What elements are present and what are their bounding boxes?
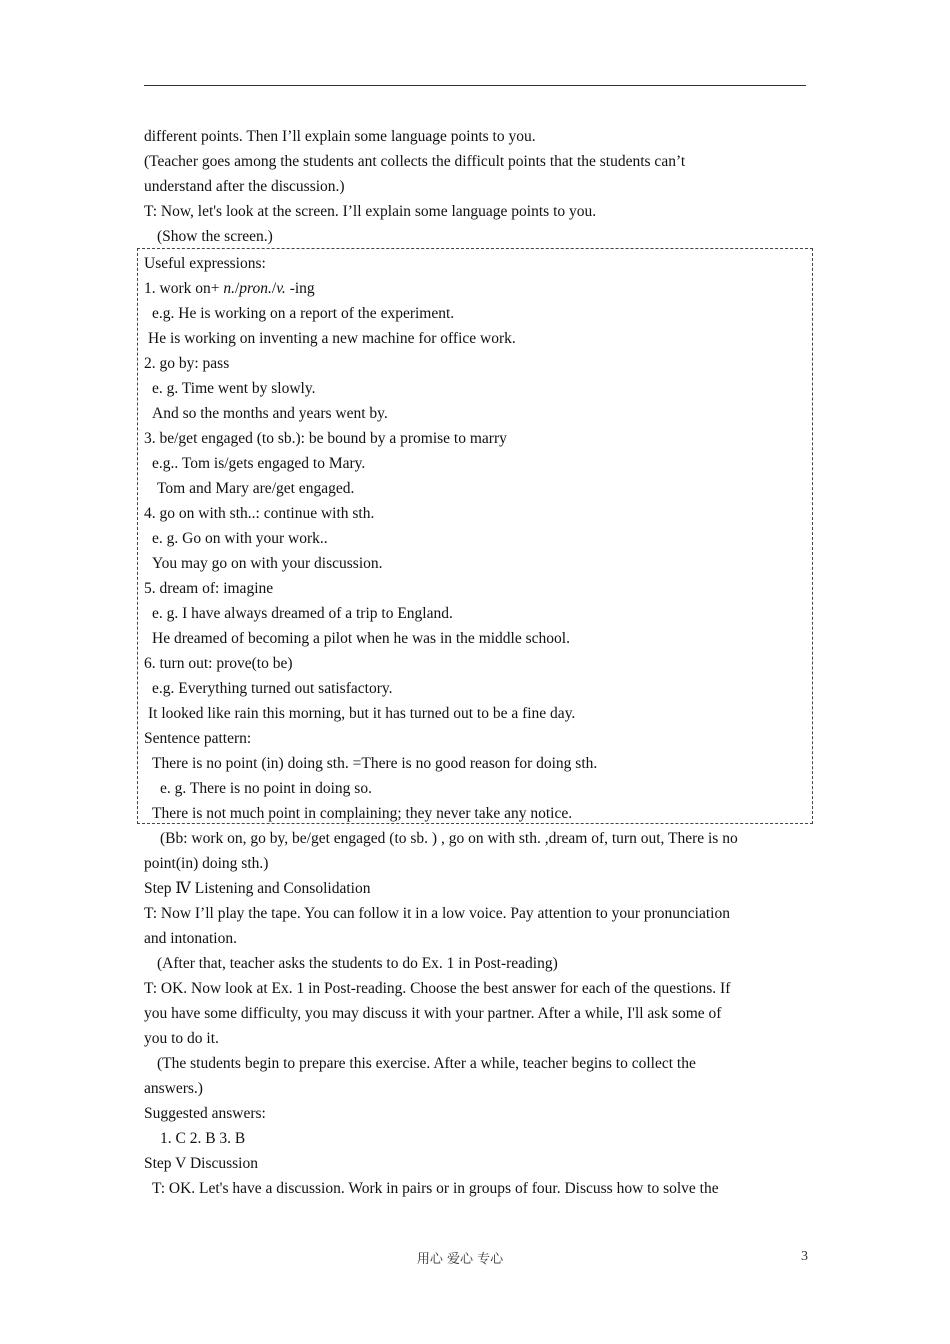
paragraph-line: (After that, teacher asks the students to do Ex. 1 in Post-reading) [157,955,558,972]
expr-slash: / [271,280,277,297]
answers-line: 1. C 2. B 3. B [160,1130,246,1147]
paragraph-line: (Show the screen.) [157,228,273,245]
useful-expressions-block [144,251,804,826]
expr-verb: v. [276,280,286,297]
expression-item: 4. go on with sth..: continue with sth. [144,505,375,522]
expression-item: 3. be/get engaged (to sb.): be bound by a promise to marry [144,430,507,447]
top-text-block [144,124,804,249]
paragraph-line: point(in) doing sth.) [144,855,269,872]
header-rule [144,85,806,86]
sentence-pattern-heading: Sentence pattern: [144,730,252,747]
paragraph-line: you to do it. [144,1030,219,1047]
example-line: e.g.. Tom is/gets engaged to Mary. [152,455,366,472]
box-heading: Useful expressions: [144,255,266,272]
paragraph-line: understand after the discussion.) [144,178,345,195]
example-line: There is no point (in) doing sth. =There is no good reason for doing sth. [152,755,598,772]
example-line: e. g. Time went by slowly. [152,380,316,397]
paragraph-line: T: Now, let's look at the screen. I’ll explain some language points to you. [144,203,597,220]
footer-motto: 用心 爱心 专心 [416,1252,504,1267]
paragraph-line: (Bb: work on, go by, be/get engaged (to sb. ) , go on with sth. ,dream of, turn out, There is no [160,830,738,847]
step-heading: Step Ⅳ Listening and Consolidation [144,880,371,897]
example-line: e.g. Everything turned out satisfactory. [152,680,393,697]
example-line: He dreamed of becoming a pilot when he was in the middle school. [152,630,570,647]
example-line: Tom and Mary are/get engaged. [157,480,355,497]
expression-item: 5. dream of: imagine [144,580,274,597]
expr-noun: n. [223,280,235,297]
expr-prefix: 1. work on+ [144,280,224,297]
expr-suffix: -ing [285,280,315,297]
example-line: e. g. I have always dreamed of a trip to England. [152,605,453,622]
expr-slash: / [234,280,240,297]
paragraph-line: you have some difficulty, you may discuss it with your partner. After a while, I'll ask some of [144,1005,722,1022]
example-line: And so the months and years went by. [152,405,388,422]
paragraph-line: different points. Then I’ll explain some language points to you. [144,128,536,145]
paragraph-line: and intonation. [144,930,237,947]
example-line: You may go on with your discussion. [152,555,383,572]
expression-item: 2. go by: pass [144,355,230,372]
paragraph-line: (Teacher goes among the students ant collects the difficult points that the students can’t [144,153,686,170]
bottom-text-block [144,826,804,1201]
page-number: 3 [801,1249,808,1264]
example-line: There is not much point in complaining; they never take any notice. [152,805,573,822]
paragraph-line: answers.) [144,1080,203,1097]
paragraph-line: T: OK. Let's have a discussion. Work in pairs or in groups of four. Discuss how to solve the [152,1180,719,1197]
step-heading: Step V Discussion [144,1155,258,1172]
expr-pronoun: pron. [239,280,272,297]
paragraph-line: T: OK. Now look at Ex. 1 in Post-reading. Choose the best answer for each of the questions. If [144,980,731,997]
example-line: e. g. Go on with your work.. [152,530,328,547]
expression-item [144,276,804,301]
example-line: e. g. There is no point in doing so. [160,780,372,797]
paragraph-line: (The students begin to prepare this exercise. After a while, teacher begins to collect the [157,1055,696,1072]
paragraph-line: Suggested answers: [144,1105,266,1122]
example-line: It looked like rain this morning, but it has turned out to be a fine day. [148,705,576,722]
example-line: He is working on inventing a new machine for office work. [148,330,516,347]
example-line: e.g. He is working on a report of the experiment. [152,305,455,322]
expression-item: 6. turn out: prove(to be) [144,655,293,672]
paragraph-line: T: Now I’ll play the tape. You can follow it in a low voice. Pay attention to your pronunciation [144,905,730,922]
